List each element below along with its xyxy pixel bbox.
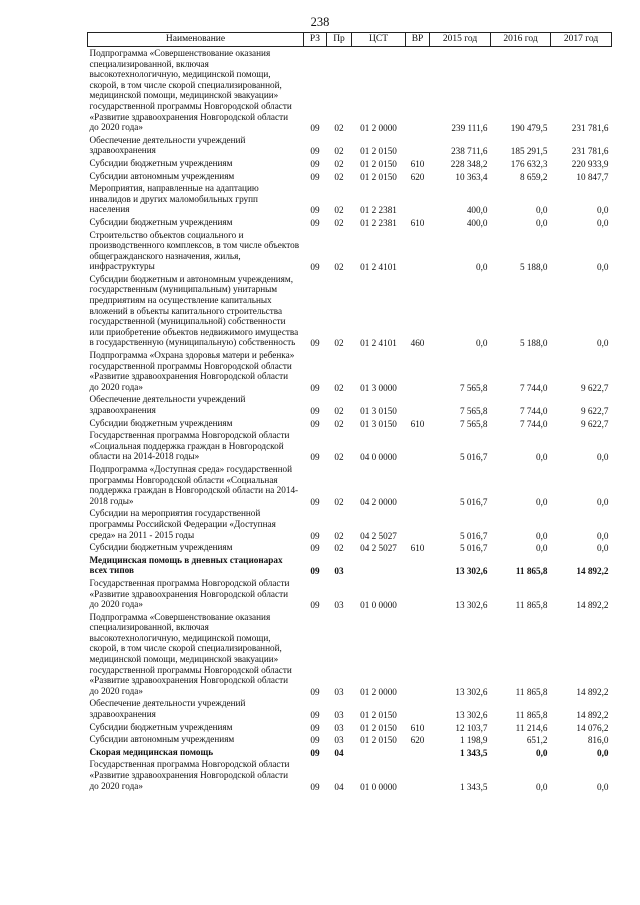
row-cst: 01 3 0000 (360, 382, 397, 393)
row-name: Подпрограмма «Доступная среда» государственной программы Новгородской области «Социальная поддержка граждан в Новгородской области на 2014-2018 годы» (89, 463, 299, 506)
row-name: Медицинская помощь в дневных стационарах всех типов (89, 554, 283, 576)
row-2017: 816,0 (587, 735, 609, 746)
row-name: Государственная программа Новгородской области «Социальная поддержка граждан в Новгородской области на 2014-2018 годы» (89, 430, 290, 462)
row-2017: 0,0 (597, 496, 609, 507)
row-2016: 0,0 (536, 781, 548, 792)
row-2017: 0,0 (597, 452, 609, 463)
row-2015: 400,0 (466, 205, 488, 216)
row-cst: 01 0 0000 (360, 600, 397, 611)
row-vr: 610 (410, 158, 425, 169)
row-rz: 09 (310, 496, 320, 507)
row-rz: 09 (310, 530, 320, 541)
table-row (88, 507, 612, 541)
table-row (88, 733, 612, 746)
table-row (88, 429, 612, 463)
row-rz: 09 (310, 600, 320, 611)
row-2015: 5 016,7 (459, 543, 488, 554)
row-2016: 0,0 (536, 496, 548, 507)
row-2017: 0,0 (597, 747, 609, 758)
row-cst: 04 2 5027 (360, 530, 397, 541)
row-pr: 02 (334, 217, 344, 228)
row-2016: 11 865,8 (515, 710, 548, 721)
row-rz: 09 (310, 123, 320, 134)
row-2017: 14 892,2 (576, 600, 609, 611)
row-2017: 9 622,7 (580, 382, 609, 393)
row-2016: 5 188,0 (519, 262, 548, 273)
row-2017: 231 781,6 (571, 146, 609, 157)
table-row (88, 721, 612, 734)
row-name: Подпрограмма «Совершенствование оказания специализированной, включая высокотехнологичную, медицинской помощи, скорой, в том числе скорой специализированной, медицинской помощи, медицинской эвакуации» государственной программы Новгородской области «Развитие здравоохранения Новгородской области до 2020 года» (89, 48, 292, 133)
row-2017: 0,0 (597, 543, 609, 554)
row-2015: 7 565,8 (459, 418, 488, 429)
row-pr: 02 (334, 146, 344, 157)
row-pr: 02 (334, 543, 344, 554)
row-2015: 13 302,6 (455, 710, 488, 721)
row-pr: 02 (334, 406, 344, 416)
header-pr: Пр (327, 33, 352, 47)
table-row (88, 216, 612, 229)
row-vr: 610 (410, 543, 425, 554)
row-2015: 0,0 (476, 262, 488, 273)
row-rz: 09 (310, 205, 320, 216)
row-2017: 0,0 (597, 781, 609, 792)
table-row (88, 170, 612, 183)
table-row (88, 273, 612, 349)
row-2016: 11 865,8 (515, 566, 548, 577)
row-cst: 01 2 0150 (360, 171, 397, 182)
row-2015: 1 343,5 (459, 747, 488, 758)
page-number: 238 (310, 15, 330, 29)
row-name: Подпрограмма «Охрана здоровья матери и ребенка» государственной программы Новгородской области «Развитие здравоохранения Новгородской области до 2020 года» (89, 350, 295, 392)
row-pr: 02 (334, 452, 344, 463)
row-2015: 12 103,7 (455, 722, 488, 733)
row-pr: 04 (334, 781, 344, 792)
row-cst: 01 2 2381 (360, 217, 397, 228)
row-pr: 02 (334, 496, 344, 507)
row-2016: 0,0 (536, 530, 548, 541)
table-header-row (88, 33, 612, 47)
row-name: Субсидии бюджетным и автономным учреждениям, государственным (муниципальным) унитарным предприятиям на осуществление капитальных вложений в объекты капитального строительства государственной (муниципальной) собственности или приобретение объектов недвижимого имущества в государственную (муниципальную) собственность (89, 273, 299, 348)
row-2015: 7 565,8 (459, 382, 488, 393)
row-name: Строительство объектов социального и производственного комплексов, в том числе объектов общегражданского назначения, жилья, инфраструктуры (89, 229, 300, 272)
row-name: Обеспечение деятельности учреждений здравоохранения (89, 394, 246, 415)
row-2016: 11 865,8 (515, 600, 548, 611)
row-2017: 0,0 (597, 217, 609, 228)
row-cst: 04 2 5027 (360, 543, 397, 554)
row-rz: 09 (310, 452, 320, 463)
row-vr: 460 (410, 338, 425, 349)
row-pr: 03 (334, 710, 344, 721)
header-vr: ВР (406, 33, 430, 47)
row-name: Подпрограмма «Совершенствование оказания специализированной, включая высокотехнологичную, медицинской помощи, скорой, в том числе скорой специализированной, медицинской помощи, медицинской эвакуации» государственной программы Новгородской области «Развитие здравоохранения Новгородской области до 2020 года» (89, 611, 292, 696)
table-row (88, 134, 612, 157)
row-name: Субсидии автономным учреждениям (89, 170, 235, 181)
row-rz: 09 (310, 735, 320, 746)
row-2015: 239 111,6 (451, 123, 488, 134)
row-rz: 09 (310, 722, 320, 733)
row-cst: 01 2 0000 (360, 123, 397, 134)
row-2015: 5 016,7 (459, 496, 488, 507)
row-2015: 5 016,7 (459, 452, 488, 463)
row-rz: 09 (310, 338, 320, 349)
row-vr (406, 577, 430, 611)
row-rz: 09 (310, 418, 320, 429)
row-pr: 03 (334, 566, 344, 577)
row-rz: 09 (310, 262, 320, 273)
table-row (88, 417, 612, 430)
row-2016: 7 744,0 (519, 406, 548, 416)
row-name: Государственная программа Новгородской области «Развитие здравоохранения Новгородской области до 2020 года» (89, 577, 290, 610)
row-vr: 610 (410, 418, 425, 429)
row-rz: 09 (310, 781, 320, 792)
row-vr: 610 (410, 722, 425, 733)
row-2017: 0,0 (597, 338, 609, 349)
table-row (88, 758, 612, 792)
row-pr: 02 (334, 262, 344, 273)
row-pr: 02 (334, 171, 344, 182)
row-2016: 0,0 (536, 205, 548, 216)
row-2017: 0,0 (597, 530, 609, 541)
row-2016: 0,0 (536, 747, 548, 758)
row-pr: 02 (334, 338, 344, 349)
table-row (88, 182, 612, 216)
row-rz: 09 (310, 171, 320, 182)
row-2016: 11 214,6 (515, 722, 548, 733)
row-2017: 14 076,2 (576, 722, 609, 733)
row-pr: 03 (334, 735, 344, 746)
row-name: Субсидии на мероприятия государственной программы Российской Федерации «Доступная среда» на 2011 - 2015 годы (89, 508, 276, 540)
header-rz: РЗ (304, 33, 327, 47)
row-2015: 228 348,2 (450, 158, 488, 169)
header-2016: 2016 год (491, 33, 551, 47)
row-2016: 7 744,0 (519, 382, 548, 393)
row-2017: 0,0 (597, 205, 609, 216)
row-name: Субсидии бюджетным учреждениям (89, 157, 233, 168)
row-pr: 03 (334, 686, 344, 697)
row-cst: 01 2 0150 (360, 710, 397, 721)
row-cst: 01 2 4101 (360, 262, 397, 273)
row-name: Обеспечение деятельности учреждений здравоохранения (89, 134, 246, 156)
row-vr: 610 (410, 217, 425, 228)
row-vr (406, 134, 430, 157)
row-rz: 09 (310, 146, 320, 157)
row-rz: 09 (310, 217, 320, 228)
row-pr: 02 (334, 158, 344, 169)
row-2015: 1 198,9 (459, 735, 488, 746)
row-2017: 10 847,7 (576, 171, 609, 182)
row-vr (406, 697, 430, 720)
row-cst: 01 3 0150 (360, 406, 397, 416)
row-cst: 01 2 0150 (360, 158, 397, 169)
row-2016: 651,2 (526, 735, 548, 746)
row-2017: 14 892,2 (576, 566, 609, 577)
row-2016: 0,0 (536, 217, 548, 228)
row-pr: 02 (334, 123, 344, 134)
row-vr (406, 182, 430, 216)
row-rz: 09 (310, 543, 320, 554)
row-rz: 09 (310, 710, 320, 721)
row-vr (406, 746, 430, 759)
header-2017: 2017 год (551, 33, 612, 47)
row-pr: 04 (334, 747, 344, 758)
row-vr (406, 507, 430, 541)
row-2016: 7 744,0 (519, 418, 548, 429)
row-vr (406, 47, 430, 134)
table-row (88, 697, 612, 720)
row-name: Субсидии бюджетным учреждениям (89, 542, 233, 553)
row-2015: 10 363,4 (455, 171, 488, 182)
table-row (88, 463, 612, 507)
row-2017: 9 622,7 (580, 418, 609, 429)
row-pr: 03 (334, 722, 344, 733)
row-2017: 0,0 (597, 262, 609, 273)
budget-table (87, 32, 612, 792)
row-vr (406, 463, 430, 507)
row-cst: 01 2 0150 (360, 735, 397, 746)
row-2015: 400,0 (466, 217, 488, 228)
row-2015: 238 711,6 (451, 146, 488, 157)
row-2017: 14 892,2 (576, 710, 609, 721)
row-2016: 8 659,2 (519, 171, 548, 182)
row-vr (406, 554, 430, 577)
row-2016: 190 479,5 (510, 123, 548, 134)
row-2015: 7 565,8 (459, 406, 488, 416)
row-2017: 220 933,9 (571, 158, 609, 169)
row-2017: 231 781,6 (571, 123, 609, 134)
table-row (88, 157, 612, 170)
row-vr (406, 758, 430, 792)
row-cst: 01 2 4101 (360, 338, 397, 349)
row-2016: 0,0 (536, 543, 548, 554)
row-2017: 14 892,2 (576, 686, 609, 697)
header-cst: ЦСТ (352, 33, 406, 47)
row-cst: 01 0 0000 (360, 781, 397, 792)
row-2015: 13 302,6 (455, 600, 488, 611)
table-row (88, 47, 612, 134)
table-row (88, 577, 612, 611)
row-name: Скорая медицинская помощь (89, 746, 214, 757)
row-cst: 01 2 2381 (360, 205, 397, 216)
row-rz: 09 (310, 382, 320, 393)
row-2016: 0,0 (536, 452, 548, 463)
row-pr: 02 (334, 382, 344, 393)
row-rz: 09 (310, 406, 320, 416)
row-cst: 01 2 0150 (360, 146, 397, 157)
row-cst: 01 2 0000 (360, 686, 397, 697)
row-pr: 02 (334, 205, 344, 216)
table-row (88, 229, 612, 273)
row-2016: 11 865,8 (515, 686, 548, 697)
table-row (88, 746, 612, 759)
row-2015: 5 016,7 (459, 530, 488, 541)
row-pr: 03 (334, 600, 344, 611)
row-rz: 09 (310, 158, 320, 169)
row-vr (406, 611, 430, 698)
header-2015: 2015 год (430, 33, 491, 47)
row-rz: 09 (310, 686, 320, 697)
table-row (88, 541, 612, 554)
row-2016: 5 188,0 (519, 338, 548, 349)
row-vr (406, 429, 430, 463)
row-pr: 02 (334, 530, 344, 541)
row-vr (406, 229, 430, 273)
table-row (88, 393, 612, 416)
row-cst: 01 3 0150 (360, 418, 397, 429)
row-rz: 09 (310, 747, 320, 758)
row-2015: 13 302,6 (455, 686, 488, 697)
header-name: Наименование (88, 33, 304, 47)
row-name: Субсидии автономным учреждениям (89, 734, 235, 745)
row-2015: 0,0 (476, 338, 488, 349)
row-vr: 620 (410, 735, 425, 746)
row-name: Субсидии бюджетным учреждениям (89, 417, 233, 428)
row-2015: 1 343,5 (459, 781, 488, 792)
row-name: Обеспечение деятельности учреждений здравоохранения (89, 698, 246, 720)
row-cst (352, 554, 406, 577)
row-2016: 176 632,3 (510, 158, 548, 169)
row-name: Государственная программа Новгородской области «Развитие здравоохранения Новгородской области до 2020 года» (89, 759, 290, 791)
row-vr (406, 349, 430, 393)
row-name: Субсидии бюджетным учреждениям (89, 216, 233, 227)
row-2017: 9 622,7 (580, 406, 609, 416)
table-row (88, 611, 612, 698)
row-pr: 02 (334, 418, 344, 429)
row-vr (406, 393, 430, 416)
row-name: Субсидии бюджетным учреждениям (89, 721, 233, 732)
row-cst: 01 2 0150 (360, 722, 397, 733)
row-cst: 04 2 0000 (360, 496, 397, 507)
row-rz: 09 (310, 566, 320, 577)
row-name: Мероприятия, направленные на адаптацию инвалидов и других маломобильных групп населения (89, 183, 259, 215)
row-2016: 185 291,5 (510, 146, 548, 157)
row-cst: 04 0 0000 (360, 452, 397, 463)
table-row (88, 349, 612, 393)
row-cst (352, 746, 406, 759)
table-row (88, 554, 612, 577)
row-vr: 620 (410, 171, 425, 182)
row-2015: 13 302,6 (455, 566, 488, 577)
